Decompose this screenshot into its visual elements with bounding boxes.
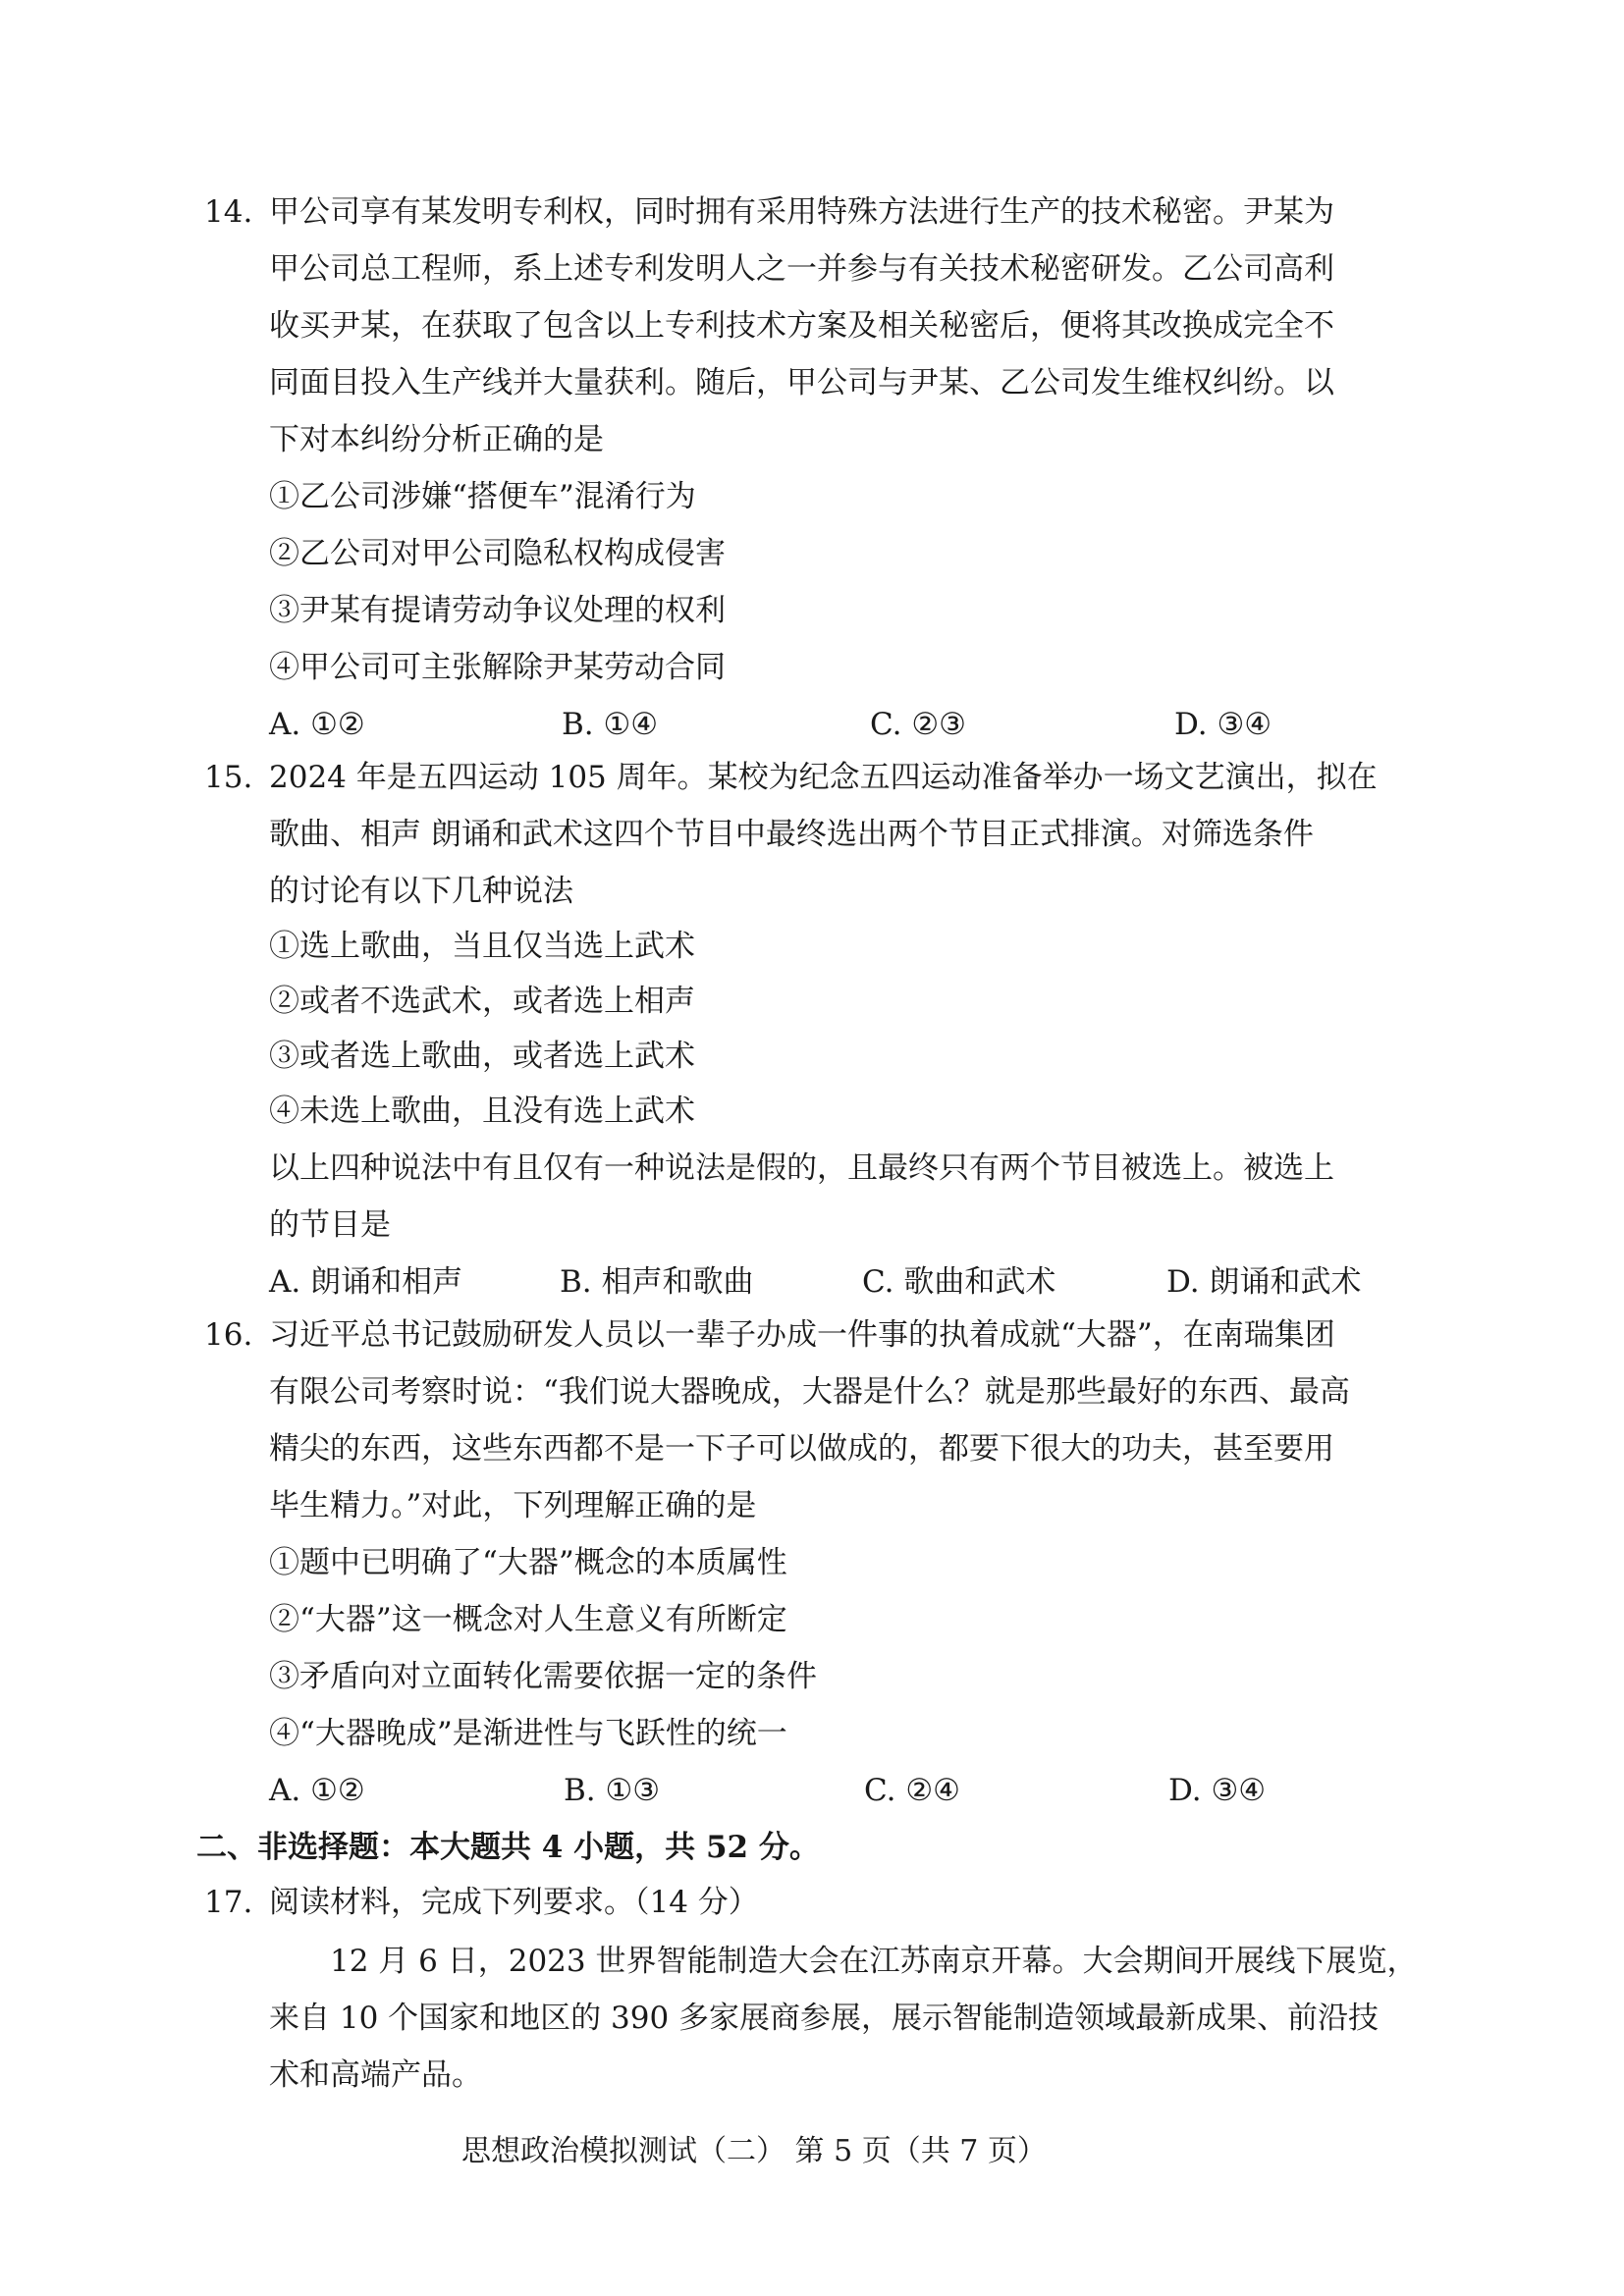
question-stem-line: 2024 年是五四运动 105 周年。某校为纪念五四运动准备举办一场文艺演出，拟在 <box>269 760 1378 795</box>
question-number: 14. <box>204 194 253 230</box>
question-stem-line: 下对本纠纷分析正确的是 <box>269 422 604 457</box>
question-number: 16. <box>204 1317 253 1353</box>
statement: ④“大器晚成”是渐进性与飞跃性的统一 <box>269 1716 787 1751</box>
question-stem-line: 歌曲、相声 朗诵和武术这四个节目中最终选出两个节目正式排演。对筛选条件 <box>269 817 1314 852</box>
question-stem-line: 的讨论有以下几种说法 <box>269 874 573 909</box>
statement: ②或者不选武术，或者选上相声 <box>269 984 695 1019</box>
statement: ①题中已明确了“大器”概念的本质属性 <box>269 1545 787 1580</box>
answer-option-a: A. ①② <box>269 707 365 742</box>
answer-option-b: B. ①④ <box>562 707 659 742</box>
answer-option-a: A. 朗诵和相声 <box>269 1264 463 1300</box>
statement: ①乙公司涉嫌“搭便车”混淆行为 <box>269 479 696 514</box>
question-number: 15. <box>204 760 253 795</box>
answer-option-c: C. 歌曲和武术 <box>862 1264 1056 1300</box>
answer-option-b: B. ①③ <box>564 1773 661 1808</box>
question-stem-line: 收买尹某，在获取了包含以上专利技术方案及相关秘密后，便将其改换成完全不 <box>269 308 1334 344</box>
question-stem-line: 毕生精力。”对此，下列理解正确的是 <box>269 1488 757 1523</box>
question-tail-line: 以上四种说法中有且仅有一种说法是假的，且最终只有两个节目被选上。被选上 <box>269 1150 1334 1186</box>
answer-option-b: B. 相声和歌曲 <box>560 1264 754 1300</box>
statement: ②“大器”这一概念对人生意义有所断定 <box>269 1602 787 1637</box>
statement: ②乙公司对甲公司隐私权构成侵害 <box>269 536 726 571</box>
material-line: 12 月 6 日，2023 世界智能制造大会在江苏南京开幕。大会期间开展线下展览， <box>330 1944 1418 1979</box>
statement: ③尹某有提请劳动争议处理的权利 <box>269 593 726 628</box>
question-stem-line: 有限公司考察时说：“我们说大器晚成，大器是什么？就是那些最好的东西、最高 <box>269 1374 1350 1410</box>
question-stem-line: 精尖的东西，这些东西都不是一下子可以做成的，都要下很大的功夫，甚至要用 <box>269 1431 1334 1467</box>
question-stem-line: 甲公司总工程师，系上述专利发明人之一并参与有关技术秘密研发。乙公司高利 <box>269 251 1334 287</box>
answer-option-c: C. ②④ <box>864 1773 960 1808</box>
question-tail-line: 的节目是 <box>269 1207 391 1243</box>
question-stem-line: 习近平总书记鼓励研发人员以一辈子办成一件事的执着成就“大器”，在南瑞集团 <box>269 1317 1335 1353</box>
section-heading: 二、非选择题：本大题共 4 小题，共 52 分。 <box>196 1830 820 1865</box>
answer-option-d: D. ③④ <box>1174 707 1272 742</box>
material-line: 术和高端产品。 <box>269 2057 482 2093</box>
answer-option-d: D. ③④ <box>1168 1773 1267 1808</box>
statement: ③或者选上歌曲，或者选上武术 <box>269 1039 695 1074</box>
page-footer: 思想政治模拟测试（二） 第 5 页（共 7 页） <box>461 2134 1047 2168</box>
statement: ③矛盾向对立面转化需要依据一定的条件 <box>269 1659 817 1694</box>
answer-option-d: D. 朗诵和武术 <box>1166 1264 1362 1300</box>
statement: ④未选上歌曲，且没有选上武术 <box>269 1094 695 1129</box>
answer-option-c: C. ②③ <box>870 707 966 742</box>
question-prompt: 阅读材料，完成下列要求。（14 分） <box>269 1885 759 1920</box>
question-stem-line: 甲公司享有某发明专利权，同时拥有采用特殊方法进行生产的技术秘密。尹某为 <box>269 194 1334 230</box>
answer-option-a: A. ①② <box>269 1773 365 1808</box>
statement: ①选上歌曲，当且仅当选上武术 <box>269 929 695 964</box>
question-stem-line: 同面目投入生产线并大量获利。随后，甲公司与尹某、乙公司发生维权纠纷。以 <box>269 365 1334 400</box>
material-line: 来自 10 个国家和地区的 390 多家展商参展，展示智能制造领域最新成果、前沿技 <box>269 2001 1380 2036</box>
question-number: 17. <box>204 1885 253 1920</box>
statement: ④甲公司可主张解除尹某劳动合同 <box>269 650 726 685</box>
